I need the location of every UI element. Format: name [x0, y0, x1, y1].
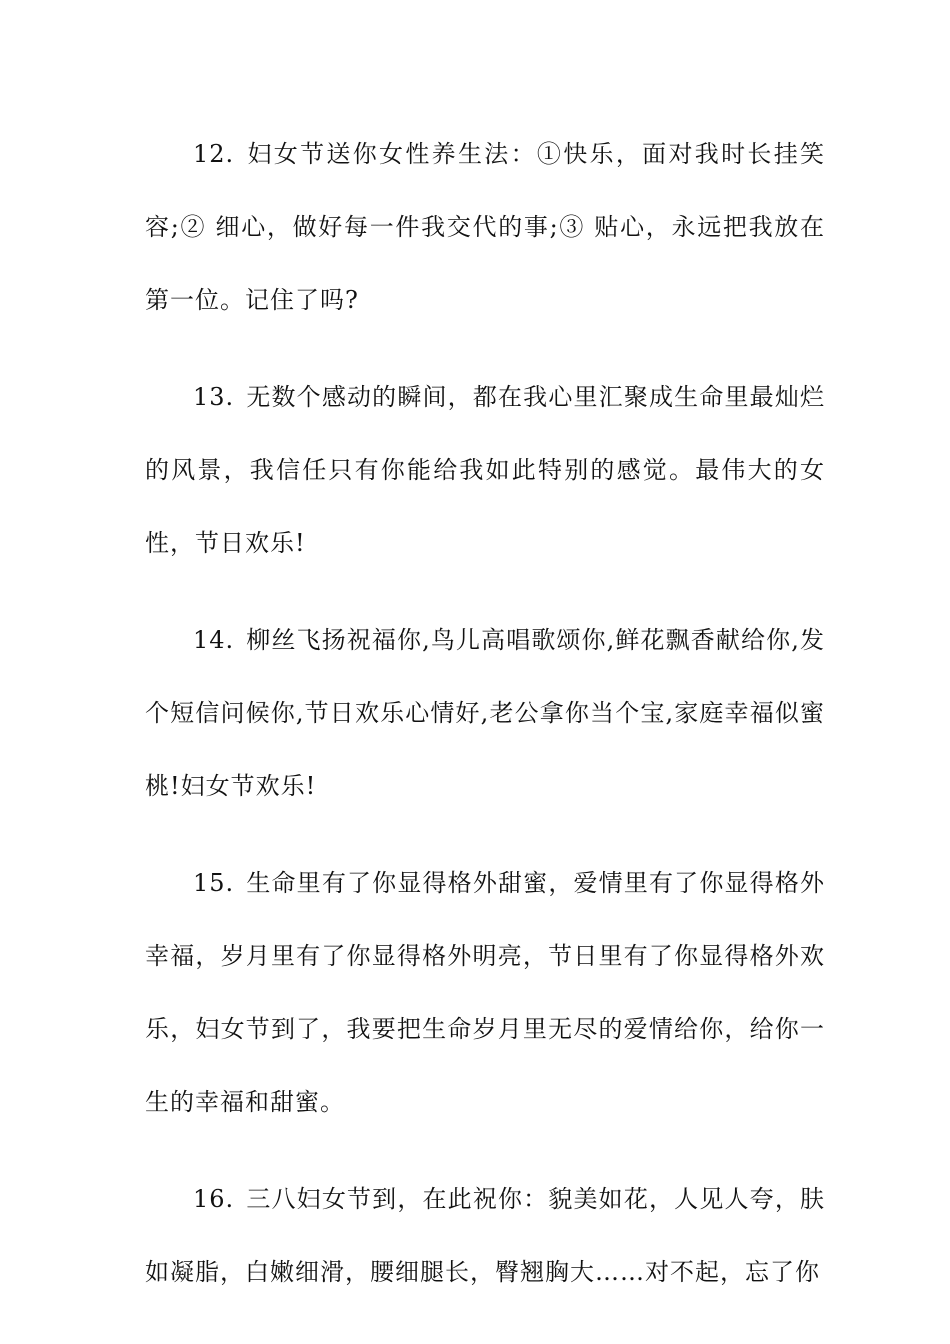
- paragraph-16: [145, 1163, 825, 1309]
- paragraph-text: 三八妇女节到，在此祝你：貌美如花，人见人夸，肤如凝脂，白嫩细滑，腰细腿长，臀翘胸大……对不起，忘了你: [145, 1185, 825, 1286]
- paragraph-text: 妇女节送你女性养生法：①快乐，面对我时长挂笑容;② 细心，做好每一件我交代的事;③ 贴心，永远把我放在第一位。记住了吗?: [145, 140, 825, 314]
- paragraph-text: 生命里有了你显得格外甜蜜，爱情里有了你显得格外幸福，岁月里有了你显得格外明亮，节日里有了你显得格外欢乐，妇女节到了，我要把生命岁月里无尽的爱情给你，给你一生的幸福和甜蜜。: [145, 869, 825, 1116]
- paragraph-12: [145, 118, 825, 337]
- paragraph-14: [145, 604, 825, 823]
- paragraph-15: [145, 847, 825, 1139]
- paragraph-number: 16.: [193, 1185, 235, 1213]
- paragraph-number: 12.: [193, 140, 235, 168]
- paragraph-number: 14.: [193, 626, 235, 654]
- paragraph-13: [145, 361, 825, 580]
- paragraph-number: 13.: [193, 383, 235, 411]
- document-body: [145, 118, 825, 1333]
- paragraph-text: 柳丝飞扬祝福你,鸟儿高唱歌颂你,鲜花飘香献给你,发个短信问候你,节日欢乐心情好,老公拿你当个宝,家庭幸福似蜜桃!妇女节欢乐!: [145, 626, 825, 800]
- paragraph-text: 无数个感动的瞬间，都在我心里汇聚成生命里最灿烂的风景，我信任只有你能给我如此特别的感觉。最伟大的女性，节日欢乐!: [145, 383, 825, 557]
- paragraph-number: 15.: [193, 869, 235, 897]
